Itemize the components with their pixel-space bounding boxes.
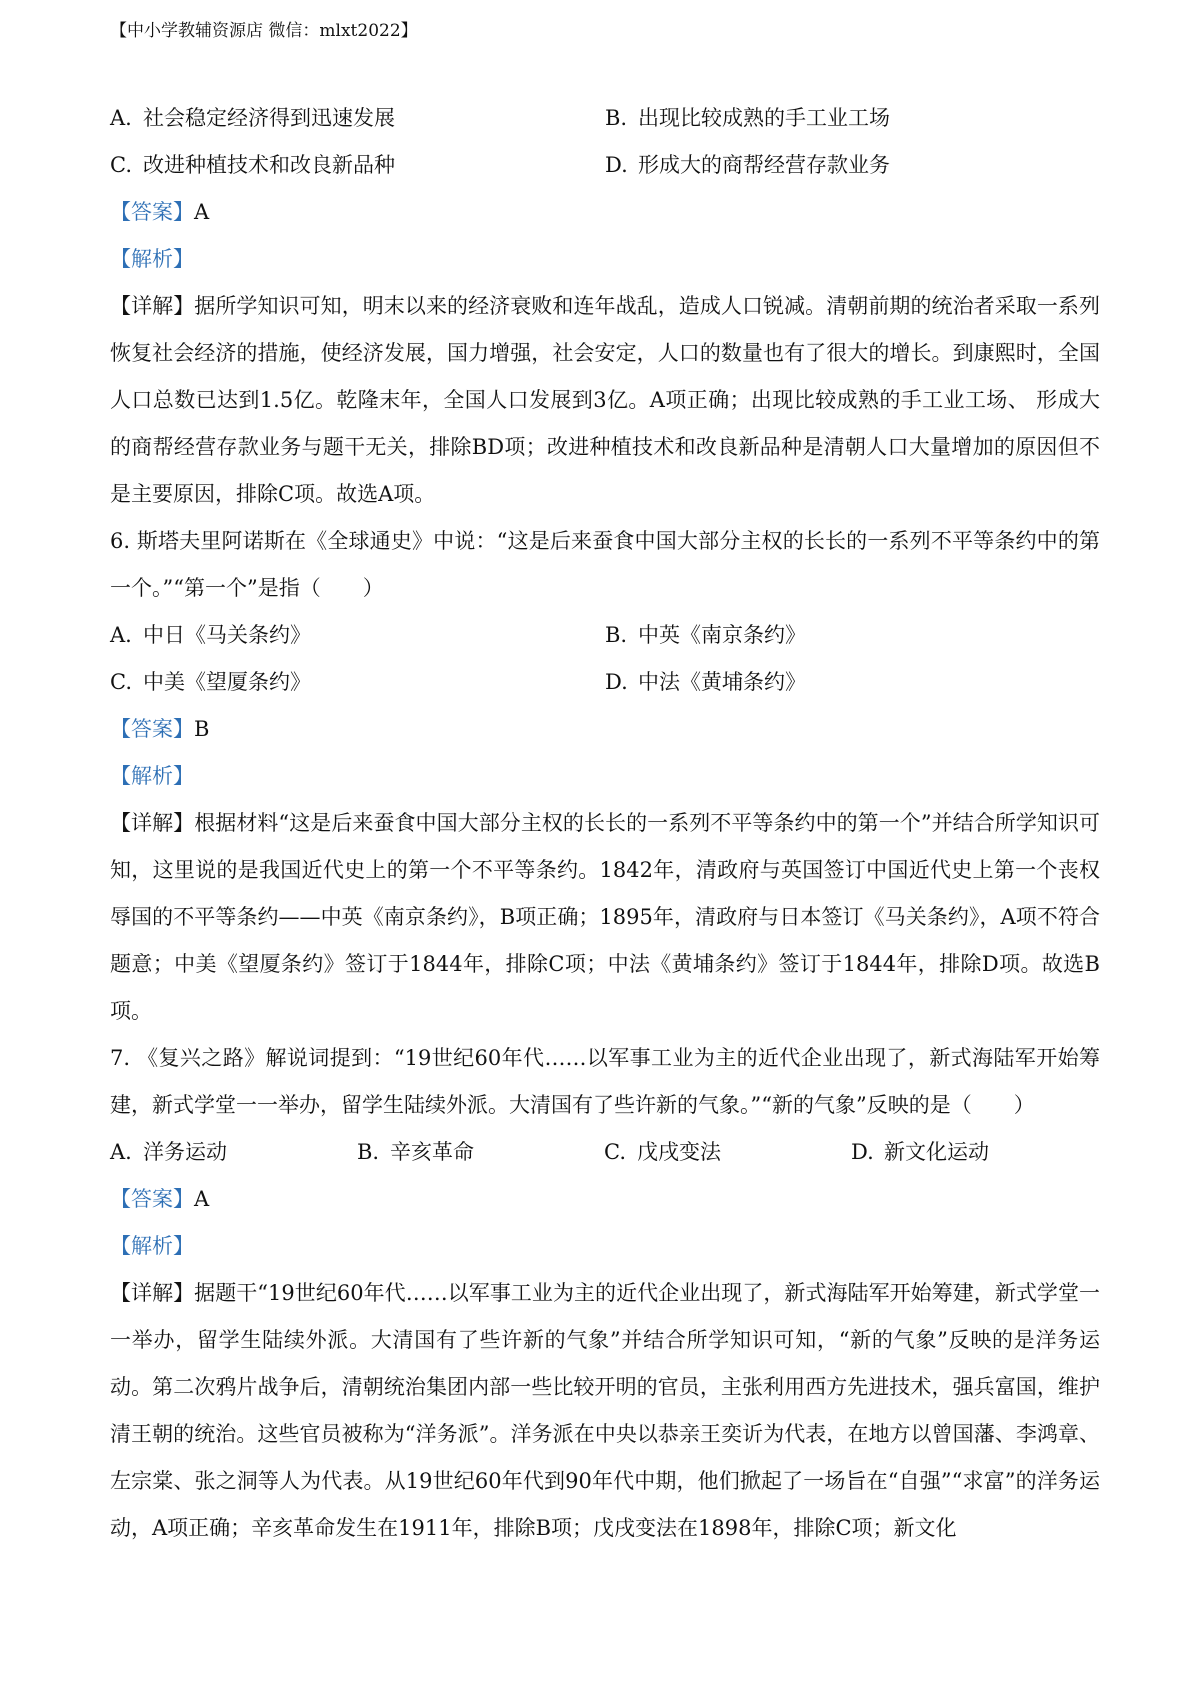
q7-analysis-label: 【解析】 (110, 1234, 194, 1258)
q7-detail: 【详解】据题干“19世纪60年代……以军事工业为主的近代企业出现了，新式海陆军开始筹建，新式学堂一一举办，留学生陆续外派。大清国有了些许新的气象”并结合所学知识可知，“新的气象”反映的是洋务运动。第二次鸦片战争后，清朝统治集团内部一些比较开明的官员，主张利用西方先进技术，强兵富国，维护清王朝的统治。这些官员被称为“洋务派”。洋务派在中央以恭亲王奕䜣为代表，在地方以曾国藩、李鸿章、左宗棠、张之洞等人为代表。从19世纪60年代到90年代中期，他们掀起了一场旨在“自强”“求富”的洋务运动，A项正确；辛亥革命发生在1911年，排除B项；戊戌变法在1898年，排除C项；新文化 (110, 1281, 1100, 1540)
q5-option-b: B. 出现比较成熟的手工业工场 (605, 106, 890, 130)
q6-detail: 【详解】根据材料“这是后来蚕食中国大部分主权的长长的一系列不平等条约中的第一个”并结合所学知识可知，这里说的是我国近代史上的第一个不平等条约。1842年，清政府与英国签订中国近代史上第一个丧权辱国的不平等条约——中英《南京条约》，B项正确；1895年，清政府与日本签订《马关条约》，A项不符合题意；中美《望厦条约》签订于1844年，排除C项；中法《黄埔条约》签订于1844年，排除D项。故选B项。 (110, 811, 1101, 1023)
q7-answer: 【答案】A (110, 1187, 210, 1211)
q7-option-b: B. 辛亥革命 (357, 1140, 474, 1164)
q7-option-d: D. 新文化运动 (851, 1140, 989, 1164)
q5-options-row-2 (110, 142, 1100, 189)
q5-option-d: D. 形成大的商帮经营存款业务 (605, 153, 890, 177)
q7-option-a: A. 洋务运动 (110, 1140, 227, 1164)
q6-options-row-2 (110, 659, 1100, 706)
q6-options-row-1 (110, 612, 1100, 659)
q6-option-b: B. 中英《南京条约》 (605, 623, 806, 647)
q6-option-d: D. 中法《黄埔条约》 (605, 670, 806, 694)
q7-stem: 7. 《复兴之路》解说词提到：“19世纪60年代……以军事工业为主的近代企业出现了，新式海陆军开始筹建，新式学堂一一举办，留学生陆续外派。大清国有了些许新的气象。”“新的气象”反映的是（ ） (110, 1046, 1100, 1117)
q5-option-a: A. 社会稳定经济得到迅速发展 (110, 106, 395, 130)
q5-answer: 【答案】A (110, 200, 210, 224)
q6-analysis-label: 【解析】 (110, 764, 194, 788)
q5-detail: 【详解】据所学知识可知，明末以来的经济衰败和连年战乱，造成人口锐减。清朝前期的统治者采取一系列恢复社会经济的措施，使经济发展，国力增强，社会安定，人口的数量也有了很大的增长。到康熙时，全国人口总数已达到1.5亿。乾隆末年，全国人口发展到3亿。A项正确；出现比较成熟的手工业工场、 形成大的商帮经营存款业务与题干无关，排除BD项；改进种植技术和改良新品种是清朝人口大量增加的原因但不是主要原因，排除C项。故选A项。 (110, 294, 1101, 506)
page-header: 【中小学教辅资源店 微信：mlxt2022】 (110, 21, 418, 41)
q7-options-row (110, 1129, 1100, 1176)
q6-option-a: A. 中日《马关条约》 (110, 623, 311, 647)
q5-analysis-label: 【解析】 (110, 247, 194, 271)
q7-option-c: C. 戊戌变法 (604, 1140, 721, 1164)
q6-option-c: C. 中美《望厦条约》 (110, 670, 311, 694)
q6-stem: 6. 斯塔夫里阿诺斯在《全球通史》中说：“这是后来蚕食中国大部分主权的长长的一系列不平等条约中的第一个。”“第一个”是指（ ） (110, 529, 1100, 600)
q5-options-row-1 (110, 95, 1100, 142)
q6-answer: 【答案】B (110, 717, 210, 741)
q5-option-c: C. 改进种植技术和改良新品种 (110, 153, 395, 177)
document-content (110, 95, 1100, 1552)
